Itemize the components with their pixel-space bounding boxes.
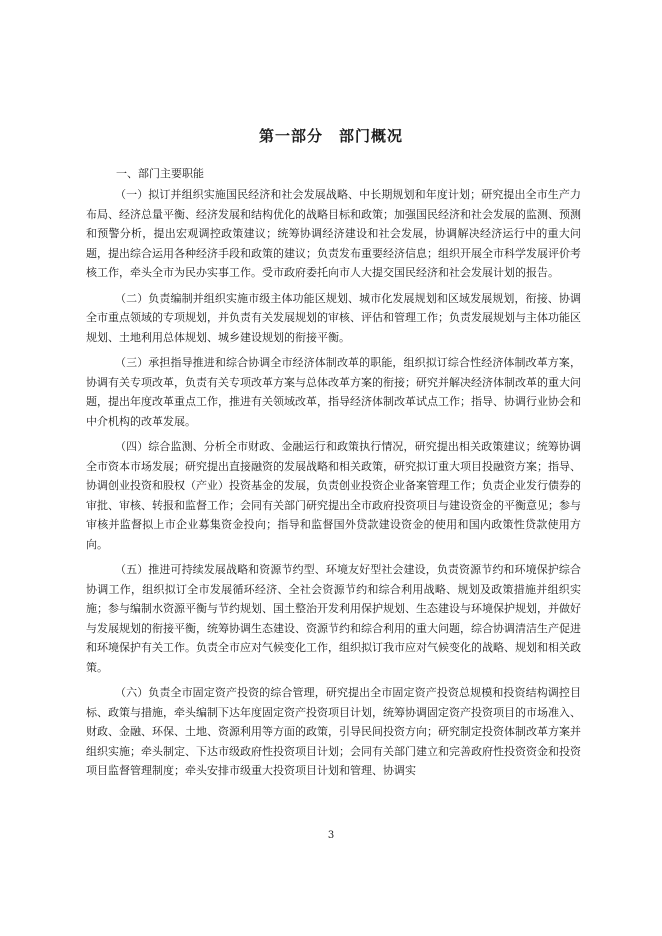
paragraph-1: （一）拟订并组织实施国民经济和社会发展战略、中长期规划和年度计划；研究提出全市生产力布局、经济总量平衡、经济发展和结构优化的战略目标和政策；加强国民经济和社会发展的监测、预测和预警分析，提出宏观调控政策建议；统筹协调经济建设和社会发展，协调解决经济运行中的重大问题，提出综合运用各种经济手段和政策的建议；负责发布重要经济信息；组织开展全市科学发展评价考核工作，牵头全市为民办实事工作。受市政府委托向市人大提交国民经济和社会发展计划的报告。 <box>86 188 581 279</box>
body-text <box>86 185 581 787</box>
paragraph-4: （四）综合监测、分析全市财政、金融运行和政策执行情况，研究提出相关政策建议；统筹协调全市资本市场发展；研究提出直接融资的发展战略和相关政策，研究拟订重大项目投融资方案；指导、协调创业投资和股权（产业）投资基金的发展，负责创业投资企业备案管理工作；负责企业发行债券的审批、审核、转报和监督工作；会同有关部门研究提出全市政府投资项目与建设资金的平衡意见；参与审核并监督拟上市企业募集资金投向；指导和监督国外贷款建设资金的使用和国内政策性贷款使用方向。 <box>86 440 581 551</box>
page-number: 3 <box>327 830 335 841</box>
paragraph-3: （三）承担指导推进和综合协调全市经济体制改革的职能，组织拟订综合性经济体制改革方案，协调有关专项改革，负责有关专项改革方案与总体改革方案的衔接；研究并解决经济体制改革的重大问题，提出年度改革重点工作，推进有关领域改革，指导经济体制改革试点工作；指导、协调行业协会和中介机构的改革发展。 <box>86 356 581 428</box>
section-heading: 一、部门主要职能 <box>116 167 204 180</box>
paragraph-2: （二）负责编制并组织实施市级主体功能区规划、城市化发展规划和区域发展规划，衔接、协调全市重点领域的专项规划，并负责有关发展规划的审核、评估和管理工作；负责发展规划与主体功能区规划、土地利用总体规划、城乡建设规划的衔接平衡。 <box>86 291 581 344</box>
page-title: 第一部分 部门概况 <box>258 127 403 145</box>
paragraph-5: （五）推进可持续发展战略和资源节约型、环境友好型社会建设，负责资源节约和环境保护综合协调工作，组织拟订全市发展循环经济、全社会资源节约和综合利用战略、规划及政策措施并组织实施；参与编制水资源平衡与节约规划、国土整治开发利用保护规划、生态建设与环境保护规划，并做好与发展规划的衔接平衡，统筹协调生态建设、资源节约和综合利用的重大问题，综合协调清洁生产促进和环境保护有关工作。负责全市应对气候变化工作，组织拟订我市应对气候变化的战略、规划和相关政策。 <box>86 563 581 674</box>
paragraph-6: （六）负责全市固定资产投资的综合管理，研究提出全市固定资产投资总规模和投资结构调控目标、政策与措施，牵头编制下达年度固定资产投资项目计划，统筹协调固定资产投资项目的市场准入、财政、金融、环保、土地、资源利用等方面的政策，引导民间投资方向；研究制定投资体制改革方案并组织实施；牵头制定、下达市级政府性投资项目计划；会同有关部门建立和完善政府性投资资金和投资项目监督管理制度；牵头安排市级重大投资项目计划和管理、协调实 <box>86 686 581 777</box>
